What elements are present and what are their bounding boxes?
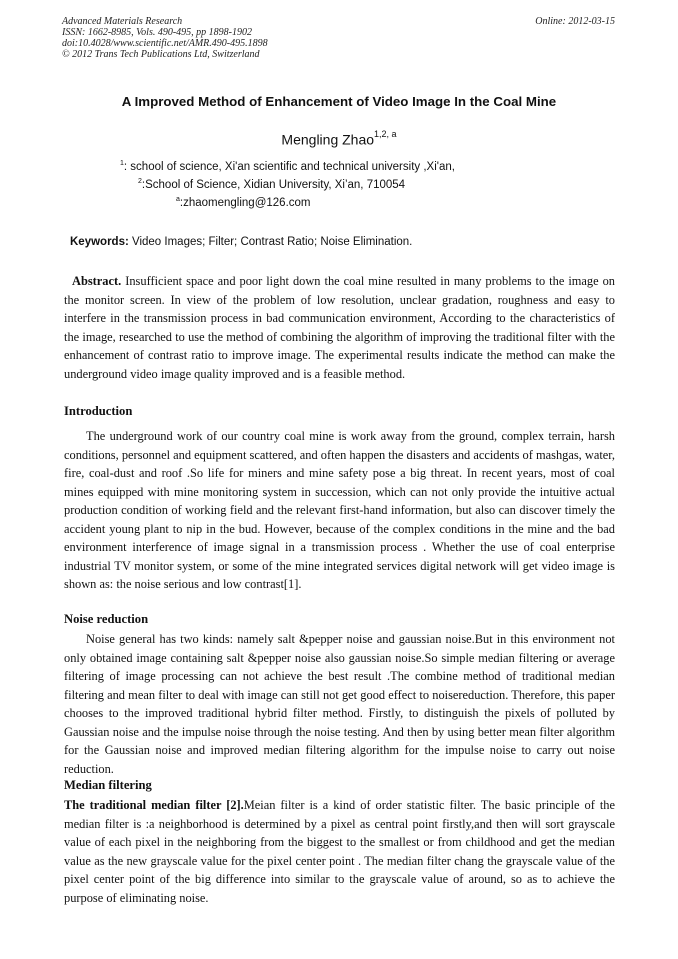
author-line (0, 131, 678, 148)
online-date: Online: 2012-03-15 (535, 16, 615, 27)
median-filtering-body (64, 796, 615, 907)
section-heading-noise-reduction: Noise reduction (64, 612, 149, 626)
noise-reduction-paragraph: Noise general has two kinds: namely salt &pepper noise and gaussian noise.But in this environment not only obtained image containing salt &pepper noise also gaussian noise.So simple median filtering or average filtering of image processing can not achieve the best result .The combine method of traditional median filtering and mean filter to deal with image can still not get good effect to noisereduction. Therefore, this paper chooses to the improved traditional hybrid filter method. Firstly, to distinguish the pixels of polluted by Gaussian noise and the impulse noise through the noise testing. And then by using better mean filter algorithm for the Gaussian noise and improved median filtering algorithm for the impulse noise to carry out noise reduction. (64, 632, 615, 776)
median-filtering-lead: The traditional median filter [2]. (64, 798, 244, 812)
median-filtering-text: Meian filter is a kind of order statistic filter. The basic principle of the median filter is :a neighborhood is determined by a pixel as central point firstly,and then will sort grayscale value of each pixel in the neighboring from the biggest to the smallest or from childhood and get the median value as the new grayscale value for the pixel center point . The median filter chang the grayscale value of the pixel center point of the big difference into similar to the grayscale value of around, so as to achieve the purpose of eliminating noise. (64, 798, 615, 905)
affiliation-2-text: :School of Science, Xidian University, Xi’an, 710054 (141, 179, 406, 191)
affiliation-1-text: : school of science, Xi'an scientific and technical university ,Xi'an, (123, 161, 455, 173)
author-affiliation-marks: 1,2, a (374, 129, 397, 139)
affiliation-email-mark: a (176, 196, 180, 203)
affiliation-1-mark: 1 (120, 160, 124, 167)
keywords (70, 236, 412, 248)
keywords-text: Video Images; Filter; Contrast Ratio; Noise Elimination. (132, 236, 413, 248)
noise-reduction-body (64, 630, 615, 778)
journal-name: Advanced Materials Research (62, 16, 183, 27)
author-name: Mengling Zhao (281, 131, 375, 148)
journal-issn: ISSN: 1662-8985, Vols. 490-495, pp 1898-1902 (62, 27, 252, 38)
affiliation-2-mark: 2 (138, 178, 142, 185)
abstract (64, 272, 615, 383)
affiliation-email-text: :zhaomengling@126.com (179, 197, 311, 209)
introduction-body (64, 427, 615, 594)
section-heading-median-filtering: Median filtering (64, 778, 152, 792)
introduction-paragraph: The underground work of our country coal mine is work away from the ground, complex terrain, harsh conditions, personnel and equipment scattered, and often happen the disasters and accidents of mashgas, water, fire, coal-dust and roof .So life for miners and mine safety pose a big threat. In recent years, most of coal mines equipped with mine monitoring system in succession, which can not only provide the intuitive actual production condition of working field and the relevant first-hand information, but also can discover timely the accident young plant to nip in the bud. However, because of the complex conditions in the mine and the bad environment interference of image signal in a transmission process . Whether the use of coal enterprise industrial TV monitor system, or some of the mine integrated services digital network will get video image is shown as: the noise serious and low contrast[1]. (64, 429, 615, 591)
journal-doi: doi:10.4028/www.scientific.net/AMR.490-495.1898 (62, 38, 268, 49)
abstract-text: Insufficient space and poor light down the coal mine resulted in many problems to the image on the monitor screen. In view of the problem of low resolution, unclear gradation, roughness and easy to interfere in the transmission process in bad communication environment, According to the characteristics of the image, researched to use the method of combining the algorithm of improving the traditional filter with the enhancement of contrast ratio to improve image. The experimental results indicate the method can make the underground video image quality improved and is a feasible method. (64, 274, 615, 381)
affiliation-2 (138, 179, 405, 191)
abstract-label: Abstract. (72, 274, 122, 288)
section-heading-introduction: Introduction (64, 404, 133, 418)
affiliation-1 (120, 161, 455, 173)
journal-copyright: © 2012 Trans Tech Publications Ltd, Switzerland (62, 49, 260, 60)
keywords-label: Keywords: (70, 236, 129, 248)
median-filtering-paragraph (64, 796, 615, 907)
paper-title: A Improved Method of Enhancement of Video Image In the Coal Mine (121, 94, 557, 109)
journal-header (62, 16, 615, 60)
affiliation-email (176, 197, 311, 209)
